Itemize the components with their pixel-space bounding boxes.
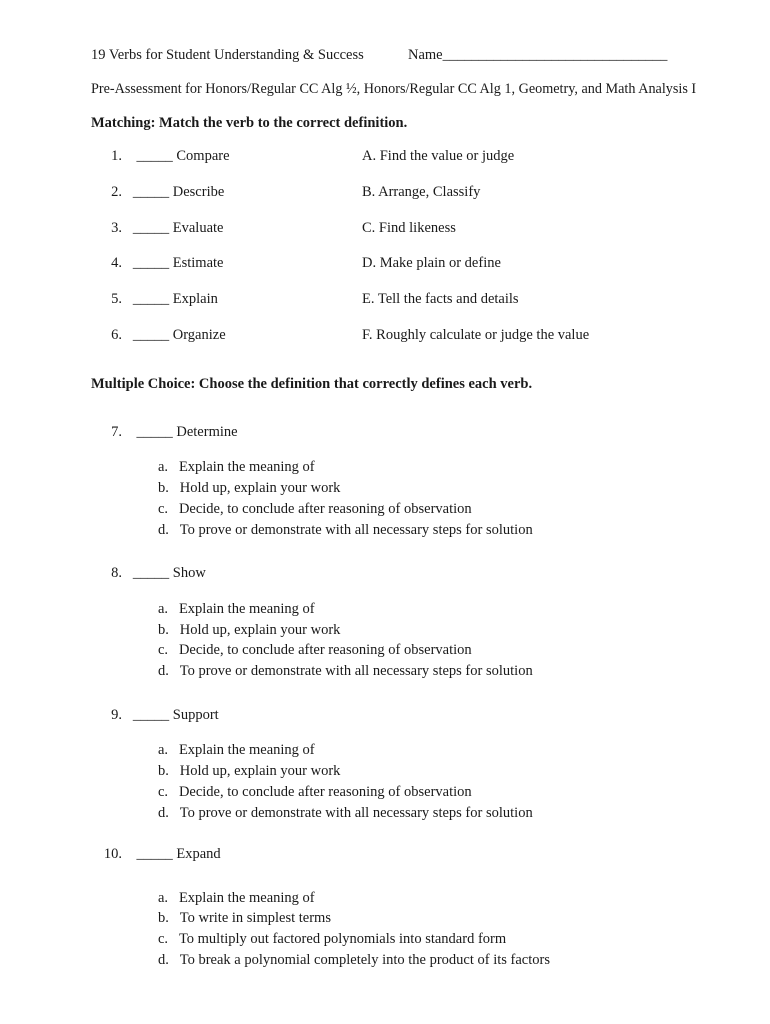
matching-term: _____ Compare	[136, 148, 230, 164]
choice	[158, 952, 550, 969]
choice-text: Explain the meaning of	[178, 890, 315, 906]
matching-item	[98, 255, 224, 272]
choice-text: To multiply out factored polynomials into standard form	[178, 931, 507, 947]
item-number: 6.	[111, 327, 122, 343]
choice-letter: c.	[158, 931, 169, 947]
choice-letter: c.	[158, 642, 169, 658]
item-number: 4.	[111, 255, 122, 271]
choice	[158, 890, 315, 907]
choice	[158, 601, 315, 618]
choice-text: To write in simplest terms	[179, 910, 331, 926]
multiple-choice-heading: Multiple Choice: Choose the definition that correctly defines each verb.	[91, 376, 533, 392]
choice-text: Decide, to conclude after reasoning of observation	[178, 784, 472, 800]
choice-text: Explain the meaning of	[178, 742, 315, 758]
choice-text: Hold up, explain your work	[179, 622, 341, 638]
choice	[158, 642, 472, 659]
choice-letter: b.	[158, 480, 169, 496]
choice-letter: d.	[158, 805, 169, 821]
matching-term: _____ Describe	[132, 184, 225, 200]
question-term: _____ Support	[132, 707, 219, 723]
matching-heading: Matching: Match the verb to the correct definition.	[91, 115, 408, 131]
matching-item	[98, 148, 230, 165]
choice	[158, 763, 340, 780]
question-number: 8.	[111, 565, 122, 581]
matching-item	[98, 220, 223, 237]
matching-option: C. Find likeness	[362, 220, 456, 236]
document-subtitle: Pre-Assessment for Honors/Regular CC Alg ½, Honors/Regular CC Alg 1, Geometry, and Math Analysis I	[91, 81, 697, 97]
choice-text: Decide, to conclude after reasoning of observation	[178, 642, 472, 658]
matching-item	[98, 327, 226, 344]
question-7	[98, 424, 238, 441]
document-title: 19 Verbs for Student Understanding & Success	[91, 47, 364, 63]
question-number: 9.	[111, 707, 122, 723]
choice	[158, 784, 472, 801]
choice	[158, 459, 315, 476]
question-term: _____ Show	[132, 565, 206, 581]
choice-text: To break a polynomial completely into the product of its factors	[179, 952, 550, 968]
matching-term: _____ Organize	[132, 327, 226, 343]
matching-item	[98, 291, 218, 308]
choice-letter: d.	[158, 522, 169, 538]
name-field-label: Name_______________________________	[408, 47, 668, 63]
question-10	[98, 846, 221, 863]
matching-term: _____ Evaluate	[132, 220, 224, 236]
choice-letter: a.	[158, 459, 169, 475]
matching-item	[98, 184, 224, 201]
choice-letter: a.	[158, 601, 169, 617]
question-number: 7.	[111, 424, 122, 440]
choice-text: To prove or demonstrate with all necessary steps for solution	[179, 522, 533, 538]
question-9	[98, 707, 219, 724]
matching-option: B. Arrange, Classify	[362, 184, 481, 200]
matching-term: _____ Explain	[132, 291, 218, 307]
choice-text: Hold up, explain your work	[179, 480, 341, 496]
choice	[158, 931, 506, 948]
matching-option: A. Find the value or judge	[362, 148, 515, 164]
matching-option: E. Tell the facts and details	[362, 291, 519, 307]
choice-text: Explain the meaning of	[178, 459, 315, 475]
choice	[158, 663, 533, 680]
choice	[158, 501, 472, 518]
choice-letter: c.	[158, 784, 169, 800]
choice-letter: a.	[158, 890, 169, 906]
choice-letter: d.	[158, 663, 169, 679]
choice-text: Hold up, explain your work	[179, 763, 341, 779]
matching-option: D. Make plain or define	[362, 255, 501, 271]
choice-text: To prove or demonstrate with all necessary steps for solution	[179, 805, 533, 821]
choice	[158, 910, 331, 927]
choice	[158, 622, 340, 639]
item-number: 2.	[111, 184, 122, 200]
choice-letter: b.	[158, 622, 169, 638]
choice	[158, 742, 315, 759]
item-number: 5.	[111, 291, 122, 307]
choice-letter: a.	[158, 742, 169, 758]
question-term: _____ Expand	[136, 846, 221, 862]
matching-option: F. Roughly calculate or judge the value	[362, 327, 590, 343]
choice	[158, 805, 533, 822]
item-number: 1.	[111, 148, 122, 164]
matching-term: _____ Estimate	[132, 255, 224, 271]
choice-text: To prove or demonstrate with all necessary steps for solution	[179, 663, 533, 679]
choice-text: Decide, to conclude after reasoning of observation	[178, 501, 472, 517]
choice	[158, 480, 340, 497]
choice-letter: c.	[158, 501, 169, 517]
question-number: 10.	[103, 846, 122, 862]
question-term: _____ Determine	[136, 424, 238, 440]
choice-letter: b.	[158, 763, 169, 779]
choice-letter: b.	[158, 910, 169, 926]
item-number: 3.	[111, 220, 122, 236]
question-8	[98, 565, 206, 582]
choice	[158, 522, 533, 539]
choice-letter: d.	[158, 952, 169, 968]
choice-text: Explain the meaning of	[178, 601, 315, 617]
